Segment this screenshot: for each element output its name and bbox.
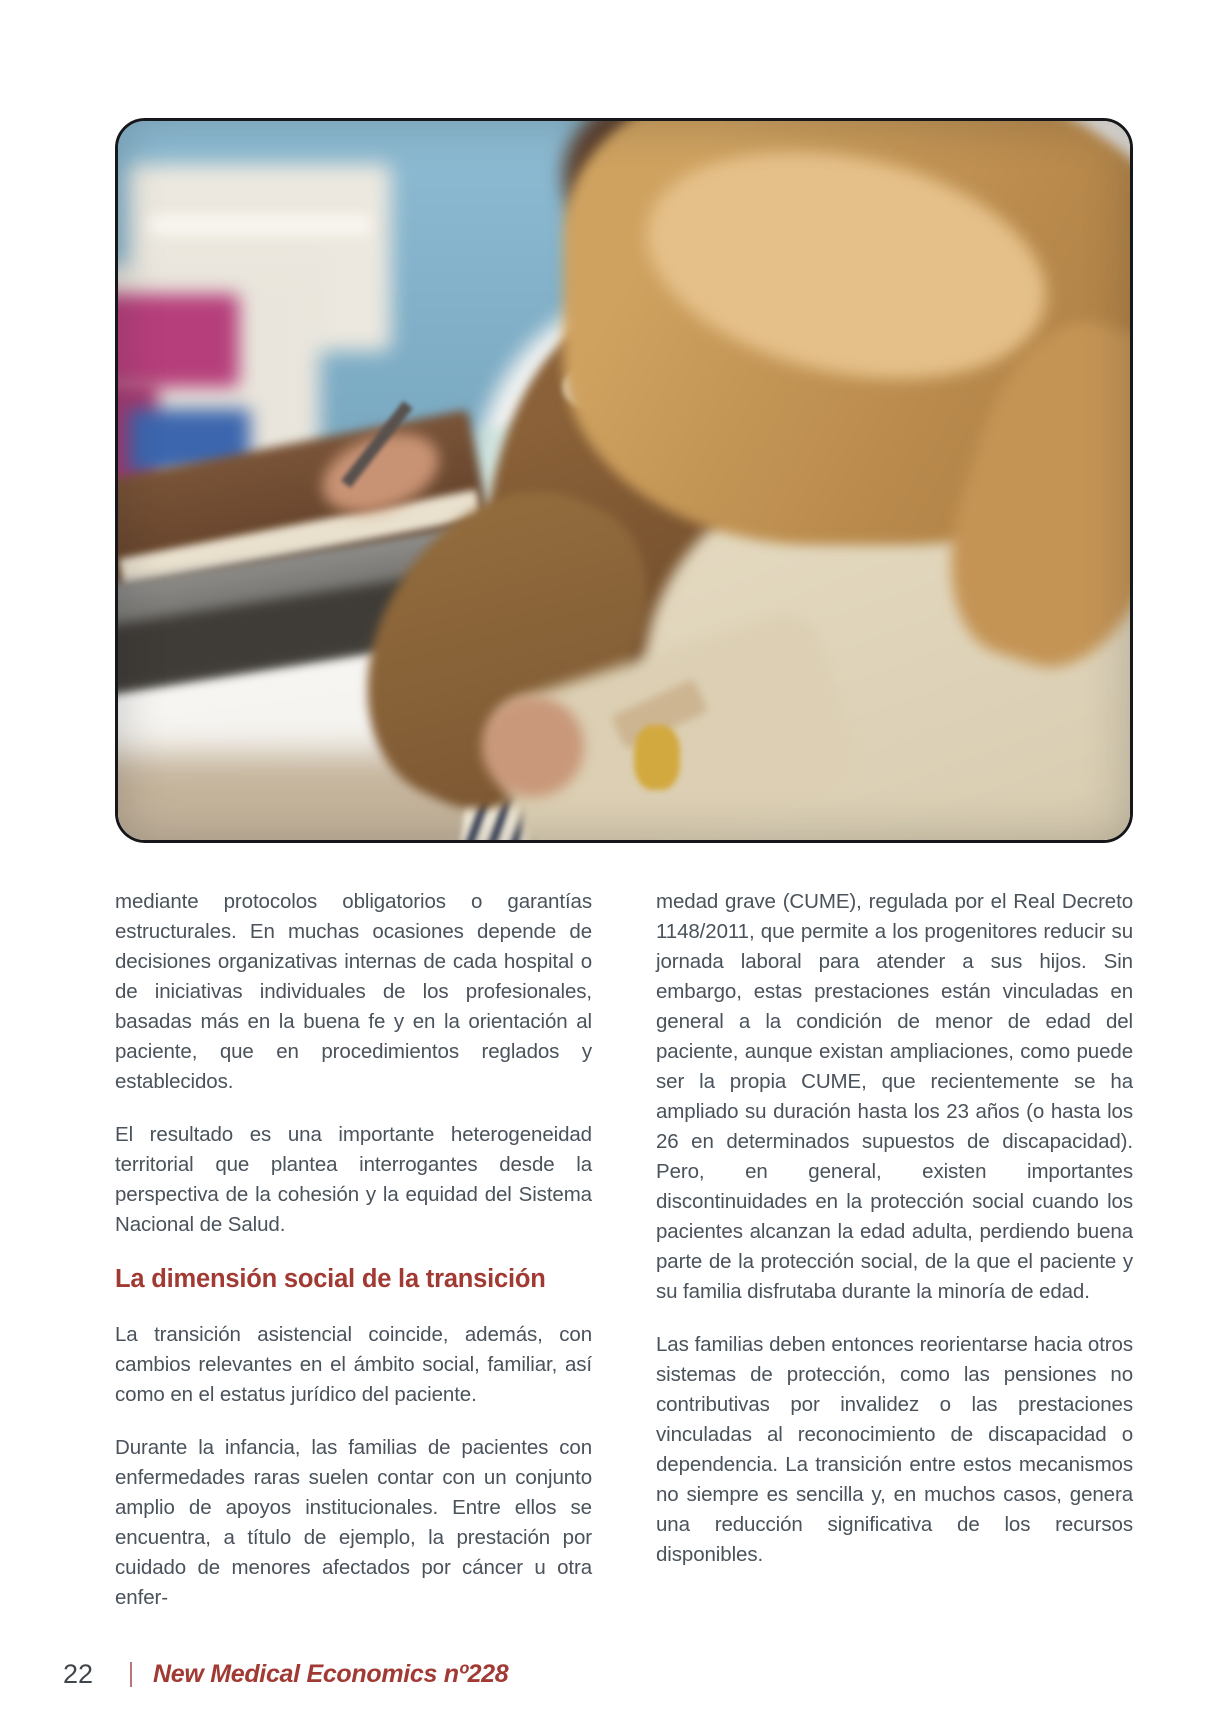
paragraph: mediante protocolos obligatorios o garantías estructurales. En muchas ocasiones depende de decisiones organizativas internas de cada hospital o de iniciativas individuales de los profesionales, basadas más en la buena fe y en la orientación al paciente, que en procedimientos reglados y establecidos. bbox=[115, 890, 592, 1093]
section-heading: La dimensión social de la transición bbox=[115, 1265, 546, 1293]
photo-vignette bbox=[118, 121, 1130, 840]
page-number: 22 bbox=[63, 1658, 94, 1689]
magazine-title: New Medical Economics nº228 bbox=[153, 1659, 509, 1688]
paragraph: medad grave (CUME), regulada por el Real Decreto 1148/2011, que permite a los progenitores reducir su jornada laboral para atender a sus hijos. Sin embargo, estas prestaciones están vinculadas en general a la condición de menor de edad del paciente, aunque existan ampliaciones, como puede ser la propia CUME, que recientemente se ha ampliado su duración hasta los 23 años (o hasta los 26 en determinados supuestos de discapacidad). Pero, en general, existen importantes discontinuidades en la protección social cuando los pacientes alcanzan la edad adulta, perdiendo buena parte de la protección social, de la que el paciente y su familia disfrutaba durante la minoría de edad. bbox=[656, 890, 1133, 1303]
paragraph: La transición asistencial coincide, además, con cambios relevantes en el ámbito social, familiar, así como en el estatus jurídico del paciente. bbox=[115, 1323, 592, 1406]
footer-divider bbox=[130, 1662, 132, 1687]
article-photo bbox=[115, 118, 1133, 843]
paragraph: El resultado es una importante heterogeneidad territorial que plantea interrogantes desde la perspectiva de la cohesión y la equidad del Sistema Nacional de Salud. bbox=[115, 1123, 592, 1236]
right-column bbox=[656, 887, 1133, 1636]
photo-scene bbox=[118, 121, 1130, 840]
article-body bbox=[115, 887, 1133, 1636]
left-column bbox=[115, 887, 592, 1636]
paragraph: Durante la infancia, las familias de pacientes con enfermedades raras suelen contar con un conjunto amplio de apoyos institucionales. Entre ellos se encuentra, a título de ejemplo, la prestación por cuidado de menores afectados por cáncer u otra enfer- bbox=[115, 1436, 592, 1609]
paragraph: Las familias deben entonces reorientarse hacia otros sistemas de protección, como las pensiones no contributivas por invalidez o las prestaciones vinculadas al reconocimiento de discapacidad o dependencia. La transición entre estos mecanismos no siempre es sencilla y, en muchos casos, genera una reducción significativa de los recursos disponibles. bbox=[656, 1333, 1133, 1566]
page-footer bbox=[63, 1658, 508, 1690]
